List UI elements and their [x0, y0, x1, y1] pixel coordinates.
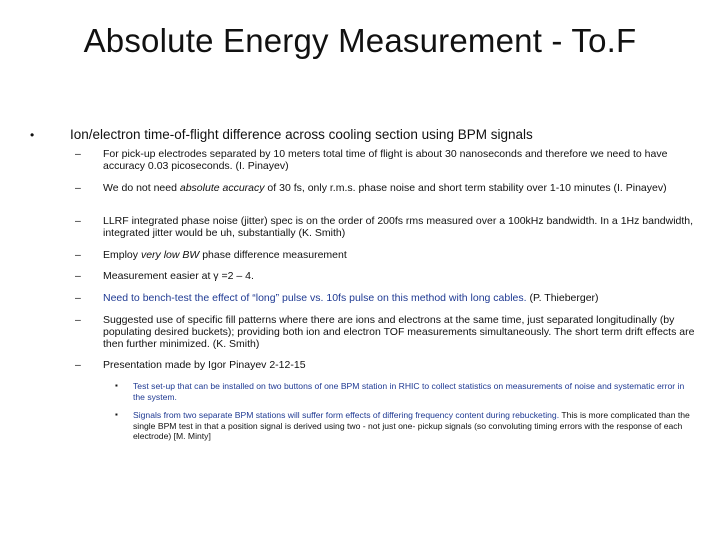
dash: –: [75, 314, 81, 326]
third-level-text: Test set-up that can be installed on two buttons of one BPM station in RHIC to collect statistics on measurements of noise and systematic error in the system.: [133, 381, 685, 402]
highlighted-text: Signals from two separate BPM stations will suffer form effects of differing frequency content during rebucketing.: [133, 410, 560, 420]
main-bullet-text: Ion/electron time-of-flight difference across cooling section using BPM signals: [70, 127, 533, 142]
dash: –: [75, 182, 81, 194]
square-bullet-icon: ▪: [115, 381, 118, 390]
square-bullet-icon: ▪: [115, 410, 118, 419]
dash: –: [75, 270, 81, 282]
sub-bullet-text: Presentation made by Igor Pinayev 2-12-15: [103, 359, 306, 371]
sub-bullet-text: For pick-up electrodes separated by 10 meters total time of flight is about 30 nanoseconds and therefore we need to have accuracy 0.03 picoseconds. (I. Pinayev): [103, 148, 668, 172]
dash: –: [75, 148, 81, 160]
emphasis: absolute accuracy: [179, 182, 265, 194]
emphasis: very low BW: [140, 249, 200, 261]
bullet-symbol: •: [30, 128, 35, 142]
slide-title: Absolute Energy Measurement - To.F: [83, 22, 637, 59]
third-level-text: Signals from two separate BPM stations will suffer form effects of differing frequency content during rebucketing. This is more complicated than the single BPM test in that a position signal is derived using two - not just one- pickup signals (so convoluting timing errors with the response of each electrode) [M. Minty]: [133, 410, 690, 441]
sub-bullet-text: Need to bench-test the effect of “long” pulse vs. 10fs pulse on this method with long cables. (P. Thieberger): [103, 292, 599, 304]
highlighted-text: Need to bench-test the effect of “long” pulse vs. 10fs pulse on this method with long cables.: [103, 292, 527, 304]
dash: –: [75, 292, 81, 304]
sub-bullet-text: Measurement easier at γ =2 – 4.: [103, 270, 254, 282]
dash: –: [75, 249, 81, 261]
sub-bullet-text: LLRF integrated phase noise (jitter) spec is on the order of 200fs rms measured over a 100kHz bandwidth. In a 1Hz bandwidth, integrated jitter would be uh, substantially (K. Smith): [103, 215, 694, 239]
sub-bullet-text: Employ very low BW phase difference measurement: [103, 249, 347, 261]
dash: –: [75, 359, 81, 371]
sub-bullet-text: Suggested use of specific fill patterns where there are ions and electrons at the same time, just separated longitudinally (by populating desired buckets); providing both ion and electron TOF measurements simultaneously. The short term drift effects are then further minimized. (K. Smith): [103, 314, 695, 350]
dash: –: [75, 215, 81, 227]
sub-bullet-text: We do not need absolute accuracy of 30 fs, only r.m.s. phase noise and short term stability over 1-10 minutes (I. Pinayev): [103, 182, 667, 194]
